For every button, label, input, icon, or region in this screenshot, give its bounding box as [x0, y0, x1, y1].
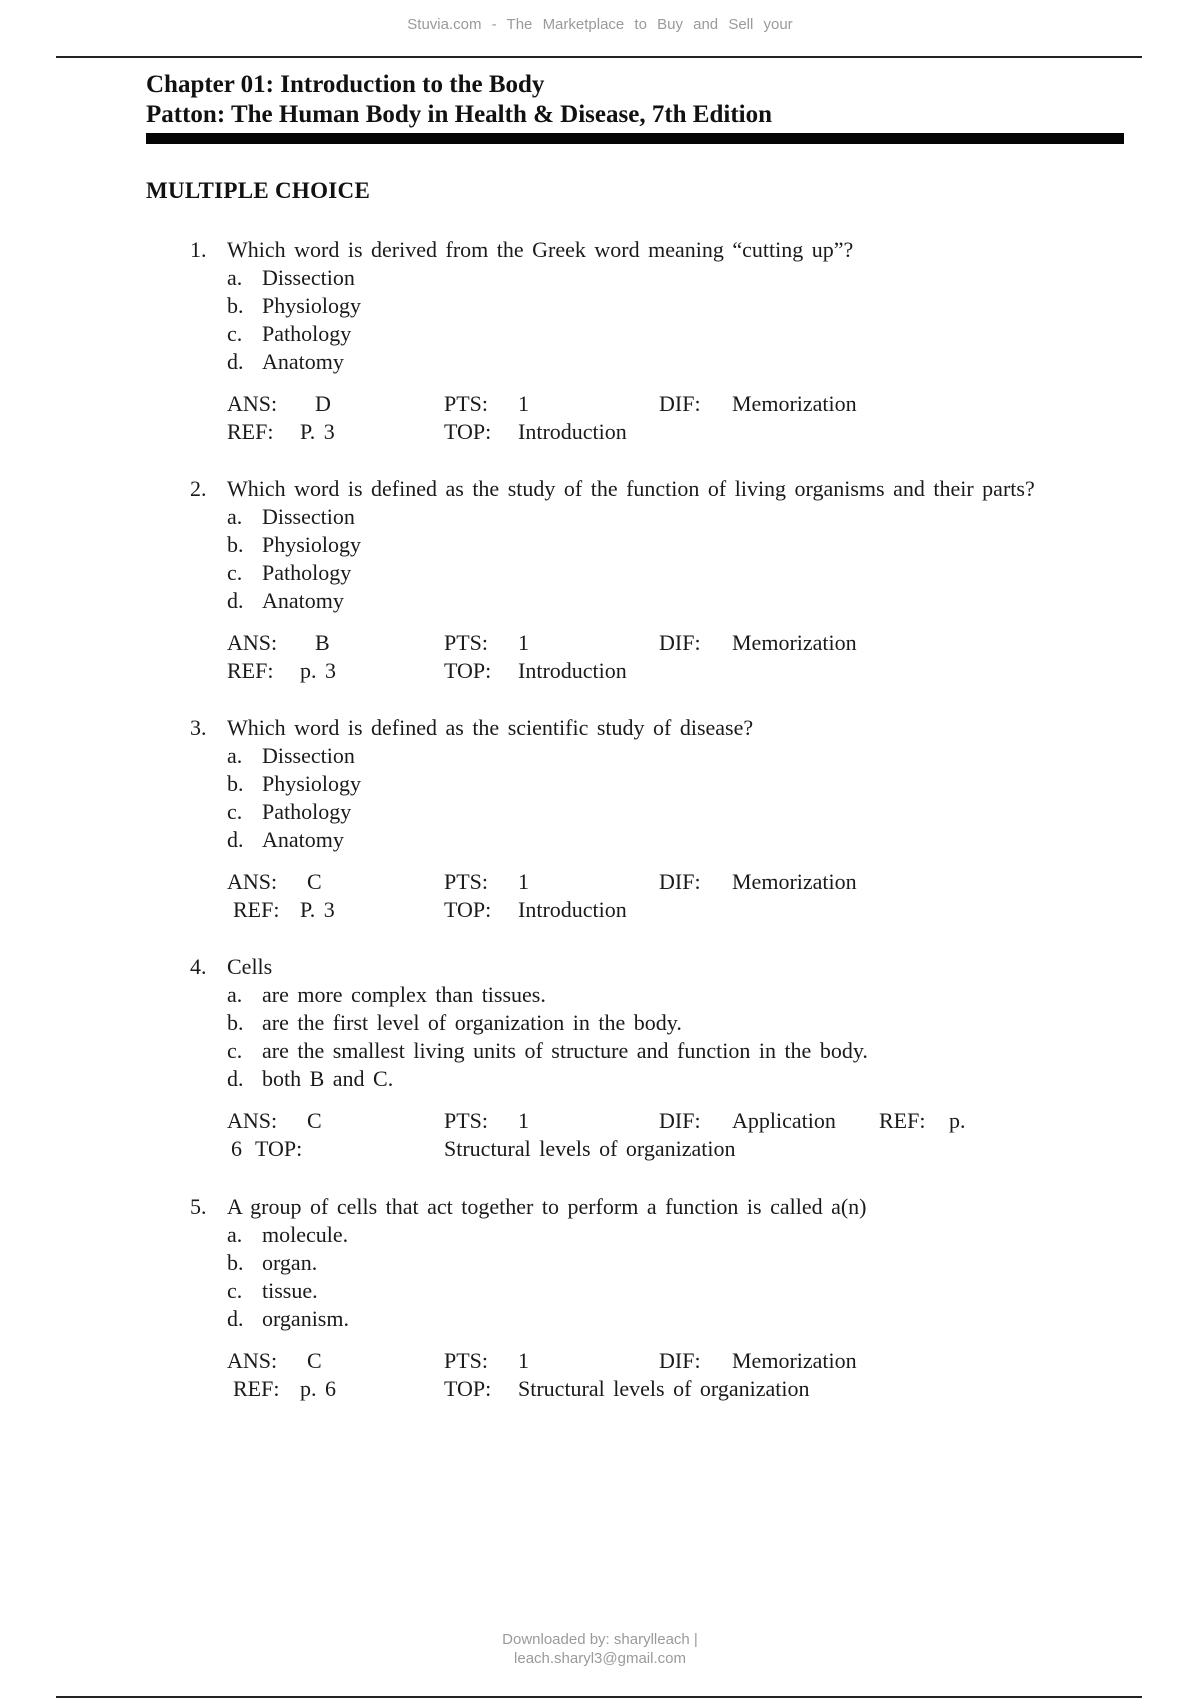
choice-d: [227, 826, 1150, 854]
pts-label: PTS:: [444, 1348, 489, 1373]
choice-d: [227, 348, 1150, 376]
choice-text: both B and C.: [262, 1066, 394, 1091]
dif-value: Memorization: [732, 630, 857, 655]
choice-letter: c.: [227, 321, 243, 346]
choice-text: Dissection: [262, 504, 355, 529]
choice-text: Pathology: [262, 560, 352, 585]
question-number: 5.: [190, 1194, 207, 1219]
top-value: Structural levels of organization: [518, 1376, 810, 1401]
ref-value: p. 6: [300, 1376, 336, 1401]
question-4: [190, 953, 1150, 1165]
choice-letter: d.: [227, 588, 244, 613]
choice-text: organism.: [262, 1306, 349, 1331]
download-footer: [0, 1630, 1200, 1668]
ref-label: REF:: [233, 897, 280, 922]
ans-value: C: [307, 1348, 322, 1373]
section-title: MULTIPLE CHOICE: [146, 178, 371, 203]
bottom-divider: [56, 1696, 1142, 1698]
choice-a: [227, 503, 1150, 531]
dif-label: DIF:: [659, 1108, 701, 1133]
choice-c: [227, 320, 1150, 348]
top-label: TOP:: [444, 1376, 492, 1401]
choice-letter: a.: [227, 982, 243, 1007]
top-divider: [56, 56, 1142, 58]
answer-metadata: [227, 390, 1150, 448]
question-number: 1.: [190, 237, 207, 262]
choice-d: [227, 587, 1150, 615]
question-3: [190, 714, 1150, 926]
ans-value: C: [307, 1108, 322, 1133]
top-label: TOP:: [444, 419, 492, 444]
dif-value: Memorization: [732, 869, 857, 894]
stuvia-banner: Stuvia.com - The Marketplace to Buy and Sell your: [407, 16, 793, 33]
choice-text: Physiology: [262, 771, 362, 796]
document-header: [146, 70, 1124, 130]
pts-value: 1: [518, 391, 529, 416]
answer-choices: [227, 1221, 1150, 1333]
dif-label: DIF:: [659, 869, 701, 894]
choice-letter: c.: [227, 799, 243, 824]
choice-letter: d.: [227, 349, 244, 374]
pts-value: 1: [518, 869, 529, 894]
header-rule: [146, 133, 1124, 144]
pts-label: PTS:: [444, 1108, 489, 1133]
dif-value: Memorization: [732, 391, 857, 416]
choice-text: Dissection: [262, 265, 355, 290]
downloaded-by-line: Downloaded by: sharylleach |: [502, 1631, 698, 1648]
choice-letter: a.: [227, 504, 243, 529]
ans-label: ANS:: [227, 1348, 278, 1373]
question-text: A group of cells that act together to perform a function is called a(n): [227, 1194, 867, 1219]
answer-choices: [227, 503, 1150, 615]
choice-b: [227, 1249, 1150, 1277]
question-5: [190, 1193, 1150, 1405]
choice-letter: c.: [227, 560, 243, 585]
ans-value: B: [315, 630, 330, 655]
choice-letter: b.: [227, 771, 244, 796]
answer-choices: [227, 742, 1150, 854]
ref-value: p. 3: [300, 658, 336, 683]
choice-text: organ.: [262, 1250, 318, 1275]
ans-label: ANS:: [227, 869, 278, 894]
pts-label: PTS:: [444, 869, 489, 894]
answer-metadata: [227, 1347, 1150, 1405]
question-number: 2.: [190, 476, 207, 501]
choice-a: [227, 742, 1150, 770]
pts-value: 1: [518, 630, 529, 655]
choice-letter: b.: [227, 1010, 244, 1035]
ref-value: P. 3: [300, 897, 335, 922]
ref-label: REF:: [233, 1376, 280, 1401]
choice-b: [227, 770, 1150, 798]
pts-label: PTS:: [444, 391, 489, 416]
choice-text: tissue.: [262, 1278, 318, 1303]
choice-a: [227, 981, 1150, 1009]
ans-value: C: [307, 869, 322, 894]
choice-text: are the smallest living units of structure and function in the body.: [262, 1038, 868, 1063]
choice-letter: b.: [227, 1250, 244, 1275]
choice-letter: d.: [227, 1066, 244, 1091]
choice-text: Pathology: [262, 321, 352, 346]
choice-text: are the first level of organization in the body.: [262, 1010, 682, 1035]
dif-value: Application: [732, 1108, 836, 1133]
choice-text: Pathology: [262, 799, 352, 824]
top-label: TOP:: [444, 897, 492, 922]
choice-c: [227, 1277, 1150, 1305]
question-text: Which word is derived from the Greek word meaning “cutting up”?: [227, 237, 854, 262]
ref-label: REF:: [227, 419, 274, 444]
chapter-title: Chapter 01: Introduction to the Body: [146, 71, 545, 98]
top-value: Introduction: [518, 419, 627, 444]
choice-text: molecule.: [262, 1222, 349, 1247]
choice-b: [227, 1009, 1150, 1037]
choice-text: Physiology: [262, 532, 362, 557]
choice-letter: d.: [227, 1306, 244, 1331]
choice-letter: b.: [227, 532, 244, 557]
choice-c: [227, 1037, 1150, 1065]
choice-d: [227, 1305, 1150, 1333]
answer-metadata: [227, 629, 1150, 687]
book-title: Patton: The Human Body in Health & Disease, 7th Edition: [146, 101, 773, 128]
top-value: Introduction: [518, 658, 627, 683]
answer-metadata: [227, 868, 1150, 926]
top-label: TOP:: [444, 658, 492, 683]
answer-metadata: [227, 1107, 1150, 1165]
choice-letter: a.: [227, 265, 243, 290]
question-number: 4.: [190, 954, 207, 979]
top-label: TOP:: [255, 1136, 303, 1161]
answer-choices: [227, 264, 1150, 376]
choice-letter: b.: [227, 293, 244, 318]
dif-value: Memorization: [732, 1348, 857, 1373]
ref-label: REF:: [227, 658, 274, 683]
question-text: Cells: [227, 954, 273, 979]
ref-label: REF:: [879, 1108, 926, 1133]
top-value: Introduction: [518, 897, 627, 922]
dif-label: DIF:: [659, 391, 701, 416]
choice-text: are more complex than tissues.: [262, 982, 546, 1007]
ans-label: ANS:: [227, 1108, 278, 1133]
question-text: Which word is defined as the scientific study of disease?: [227, 715, 754, 740]
dif-label: DIF:: [659, 630, 701, 655]
question-text: Which word is defined as the study of the function of living organisms and their parts?: [227, 476, 1035, 501]
choice-a: [227, 264, 1150, 292]
ref-value: P. 3: [300, 419, 335, 444]
ans-value: D: [315, 391, 331, 416]
choice-text: Anatomy: [262, 349, 344, 374]
question-1: [190, 236, 1150, 448]
choice-letter: d.: [227, 827, 244, 852]
choice-letter: c.: [227, 1038, 243, 1063]
ref-value-continued: 6: [231, 1136, 242, 1161]
question-number: 3.: [190, 715, 207, 740]
choice-text: Dissection: [262, 743, 355, 768]
choice-a: [227, 1221, 1150, 1249]
choice-text: Physiology: [262, 293, 362, 318]
pts-value: 1: [518, 1108, 529, 1133]
answer-choices: [227, 981, 1150, 1093]
choice-letter: a.: [227, 1222, 243, 1247]
choice-c: [227, 559, 1150, 587]
choice-text: Anatomy: [262, 827, 344, 852]
pts-label: PTS:: [444, 630, 489, 655]
downloader-email: leach.sharyl3@gmail.com: [514, 1650, 686, 1667]
question-2: [190, 475, 1150, 687]
choice-text: Anatomy: [262, 588, 344, 613]
choice-b: [227, 292, 1150, 320]
choice-c: [227, 798, 1150, 826]
choice-b: [227, 531, 1150, 559]
choice-letter: c.: [227, 1278, 243, 1303]
ans-label: ANS:: [227, 630, 278, 655]
ref-value: p.: [949, 1108, 966, 1133]
pts-value: 1: [518, 1348, 529, 1373]
ans-label: ANS:: [227, 391, 278, 416]
top-value: Structural levels of organization: [444, 1136, 736, 1161]
choice-d: [227, 1065, 1150, 1093]
choice-letter: a.: [227, 743, 243, 768]
dif-label: DIF:: [659, 1348, 701, 1373]
